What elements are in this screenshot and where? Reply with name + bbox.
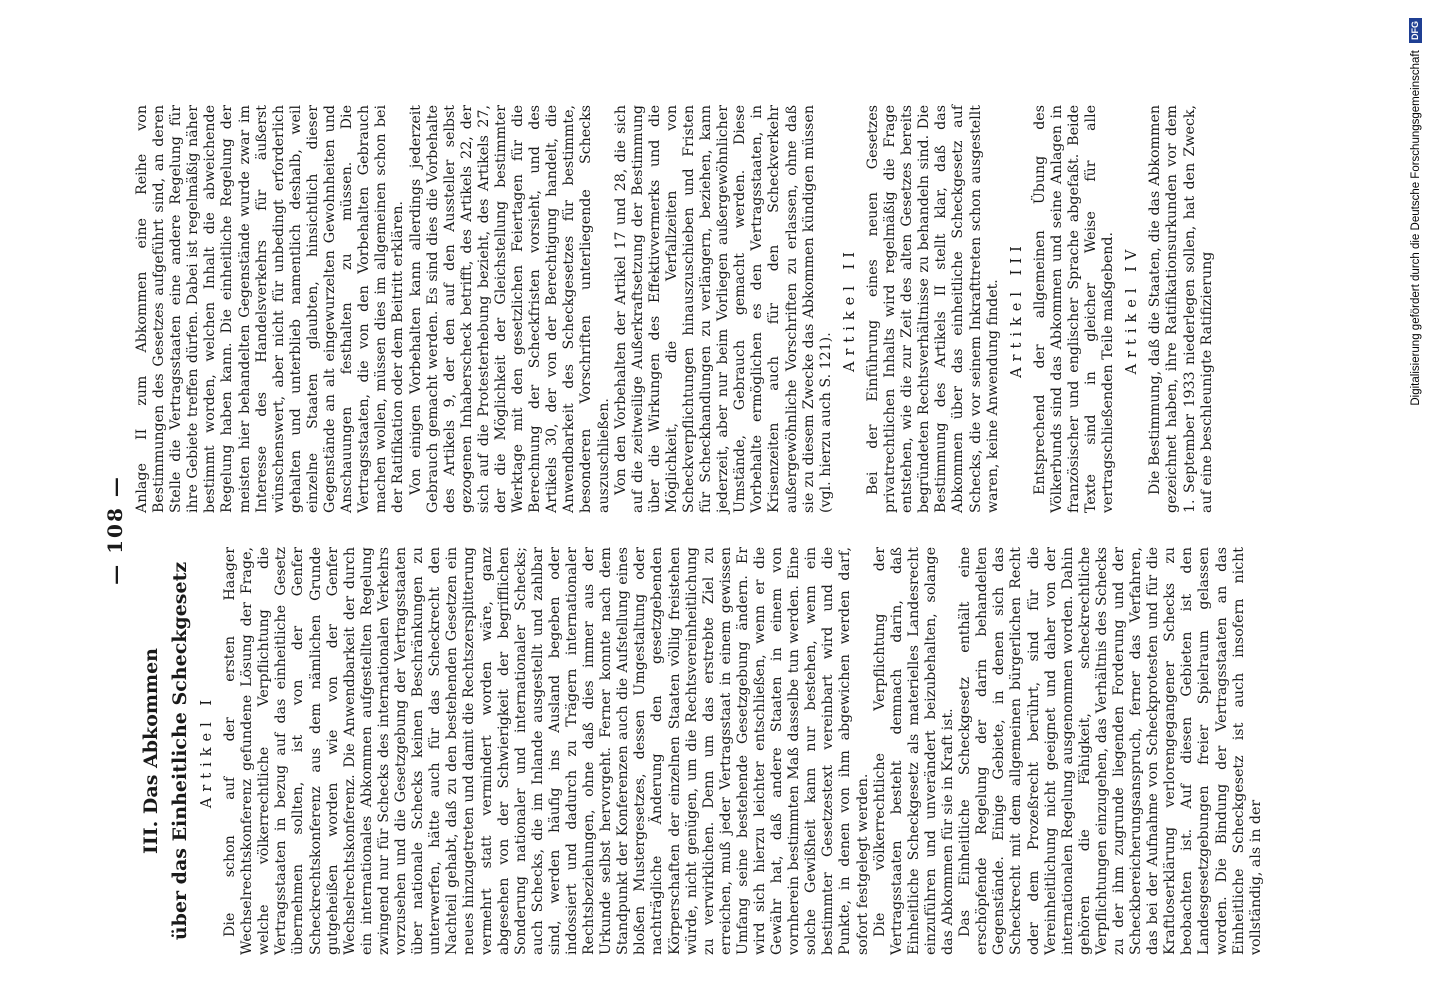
page-number: — 108 — (103, 475, 127, 585)
paragraph: Von den Vorbehalten der Artikel 17 und 28, die sich auf die zeitweilige Außerkraftsetzung der Bestimmung über die Wirkungen des Effektivvermerks und die Möglichkeit, die Verfallzeiten von Scheckverpflichtungen hinauszuschieben und Fristen für Scheckhandlungen zu verlängern, beziehen, kann jederzeit, aber nur beim Vorliegen außergewöhnlicher Umstände, Gebrauch gemacht werden. Diese Vorbehalte ermöglichen es den Vertragsstaaten, in Krisenzeiten auch für den Scheckverkehr außergewöhnliche Vorschriften zu erlassen, ohne daß sie zu diesem Zwecke das Abkommen kündigen müssen (vgl. hierzu auch S. 121). (612, 105, 834, 513)
paragraph: Die schon auf der ersten Haager Wechselrechtskonferenz gefundene Lösung der Frage, welche völkerrechtliche Verpflichtung die Vertragsstaaten in bezug auf das einheitliche Gesetz übernehmen sollten, ist von der Genfer Scheckrechtskonferenz aus dem nämlichen Grunde gutgeheißen worden wie von der Genfer Wechselrechtskonferenz. Die Anwendbarkeit der durch ein internationales Abkommen aufgestellten Regelung zwingend nur für Schecks des internationalen Verkehrs vorzusehen und die Gesetzgebung der Vertragsstaaten über nationale Schecks keinen Beschränkungen zu unterwerfen, hätte auch für das Scheckrecht den Nachteil gehabt, daß zu den bestehenden Gesetzen ein neues hinzugetreten und damit die Rechtszersplitterung vermehrt statt vermindert worden wäre, ganz abgesehen von der Schwierigkeit der begrifflichen Sonderung nationaler und internationaler Schecks; auch Schecks, die im Inlande ausgestellt und zahlbar sind, werden häufig ins Ausland begeben oder indossiert und dadurch zu Trägern internationaler Rechtsbeziehungen, ohne daß dies immer aus der Urkunde selbst hervorgeht. Ferner konnte nach dem Standpunkt der Konferenzen auch die Aufstellung eines bloßen Mustergesetzes, dessen Umgestaltung oder nachträgliche Änderung den gesetzgebenden Körperschaften der einzelnen Staaten völlig freistehen würde, nicht genügen, um die Rechtsvereinheitlichung zu verwirklichen. Denn um das erstrebte Ziel zu erreichen, muß jeder Vertragsstaat in einem gewissen Umfang seine bestehende Gesetzgebung ändern. Er wird sich hierzu leichter entschließen, wenn er die Gewähr hat, daß andere Staaten in einem von vornherein bestimmten Maß dasselbe tun werden. Eine solche Gewißheit kann nur bestehen, wenn ein bestimmter Gesetzestext vereinbart wird und die Punkte, in denen von ihm abgewichen werden darf, sofort festgelegt werden. (222, 547, 871, 955)
paragraph: Anlage II zum Abkommen eine Reihe von Bestimmungen des Gesetzes aufgeführt sind, an deren Stelle die Vertragsstaaten eine andere Regelung für ihre Gebiete treffen dürfen. Dabei ist regelmäßig näher bestimmt worden, welchen Inhalt die abweichende Regelung haben kann. Die einheitliche Regelung der meisten hier behandelten Gegenstände wurde zwar im Interesse des Handelsverkehrs für äußerst wünschenswert, aber nicht für unbedingt erforderlich gehalten und unterblieb namentlich deshalb, weil einzelne Staaten glaubten, hinsichtlich dieser Gegenstände an alt eingewurzelten Gewohnheiten und Anschauungen festhalten zu müssen. Die Vertragsstaaten, die von den Vorbehalten Gebrauch machen wollen, müssen dies im allgemeinen schon bei der Ratifikation oder dem Beitritt erklären. (134, 105, 407, 513)
paragraph: Die völkerrechtliche Verpflichtung der Vertragsstaaten besteht demnach darin, daß Einheitliche Scheckgesetz als materielles Landesrecht einzuführen und unverändert beizubehalten, solange das Abkommen für sie in Kraft ist. (871, 547, 957, 955)
paragraph: Entsprechend der allgemeinen Übung des Völkerbunds sind das Abkommen und seine Anlagen in französischer und englischer Sprache abgefaßt. Beide Texte sind in gleicher Weise für alle vertragschließenden Teile maßgebend. (1031, 105, 1117, 513)
rotated-page-content (100, 105, 1290, 955)
paragraph: Bei der Einführung eines neuen Gesetzes privatrechtlichen Inhalts wird regelmäßig die Frage entstehen, wie die zur Zeit des alten Gesetzes bereits begründeten Rechtsverhältnisse zu behandeln sind. Die Bestimmung des Artikels II stellt klar, daß das Abkommen über das einheitliche Scheckgesetz auf Schecks, die vor seinem Inkrafttreten schon ausgestellt waren, keine Anwendung findet. (864, 105, 1001, 513)
credit-text: Digitalisierung gefördert durch die Deutsche Forschungsgemeinschaft (1410, 50, 1422, 406)
right-column (134, 105, 1216, 513)
paragraph: Das Einheitliche Scheckgesetz enthält eine erschöpfende Regelung der darin behandelten Gegenstände. Einige Gebiete, in denen sich das Scheckrecht mit dem allgemeinen bürgerlichen Recht oder dem Prozeßrecht berührt, sind für die Vereinheitlichung nicht geeignet und daher von der internationalen Regelung ausgenommen worden. Dahin gehören die Fähigkeit, scheckrechtliche Verpflichtungen einzugehen, das Verhältnis des Schecks zu der ihm zugrunde liegenden Forderung und der Scheckbereicherungsanspruch, ferner das Verfahren, das bei der Aufnahme von Scheckprotesten und für die Kraftloserklärung verlorengegangener Schecks zu beobachten ist. Auf diesen Gebieten ist den Landesgesetzgebungen freier Spielraum gelassen worden. Die Bindung der Vertragsstaaten an das Einheitliche Scheckgesetz ist auch insofern nicht vollständig, als in der (957, 547, 1264, 955)
paragraph: Die Bestimmung, daß die Staaten, die das Abkommen gezeichnet haben, ihre Ratifikationsurkunden vor dem 1. September 1933 niederlegen sollen, hat den Zweck, auf eine beschleunigte Ratifizierung (1147, 105, 1215, 513)
dfg-logo: DFG (1409, 18, 1422, 43)
left-column (134, 547, 1265, 955)
article-3-title: Artikel III (1008, 240, 1025, 378)
section-heading-line1: III. Das Abkommen (140, 648, 162, 854)
digitization-credit-sidebar (1396, 8, 1434, 998)
paragraph: Von einigen Vorbehalten kann allerdings jederzeit Gebrauch gemacht werden. Es sind dies die Vorbehalte des Artikels 9, der den auf den Aussteller selbst gezogenen Inhaberscheck betrifft, des Artikels 22, der sich auf die Protesterhebung bezieht, des Artikels 27, der die Möglichkeit der Gleichstellung bestimmter Werktage mit den gesetzlichen Feiertagen für die Berechnung der Scheckfristen vorsieht, und des Artikels 30, der von der Berechtigung handelt, die Anwendbarkeit des Scheckgesetzes für bestimmte, besonderen Vorschriften unterliegende Schecks auszuschließen. (407, 105, 612, 513)
article-2-title: Artikel II (841, 246, 858, 372)
article-4-title: Artikel IV (1124, 243, 1141, 375)
section-heading-line2: über das Einheitliche Scheckgesetz (169, 561, 191, 941)
article-1-title: Artikel I (199, 693, 215, 809)
